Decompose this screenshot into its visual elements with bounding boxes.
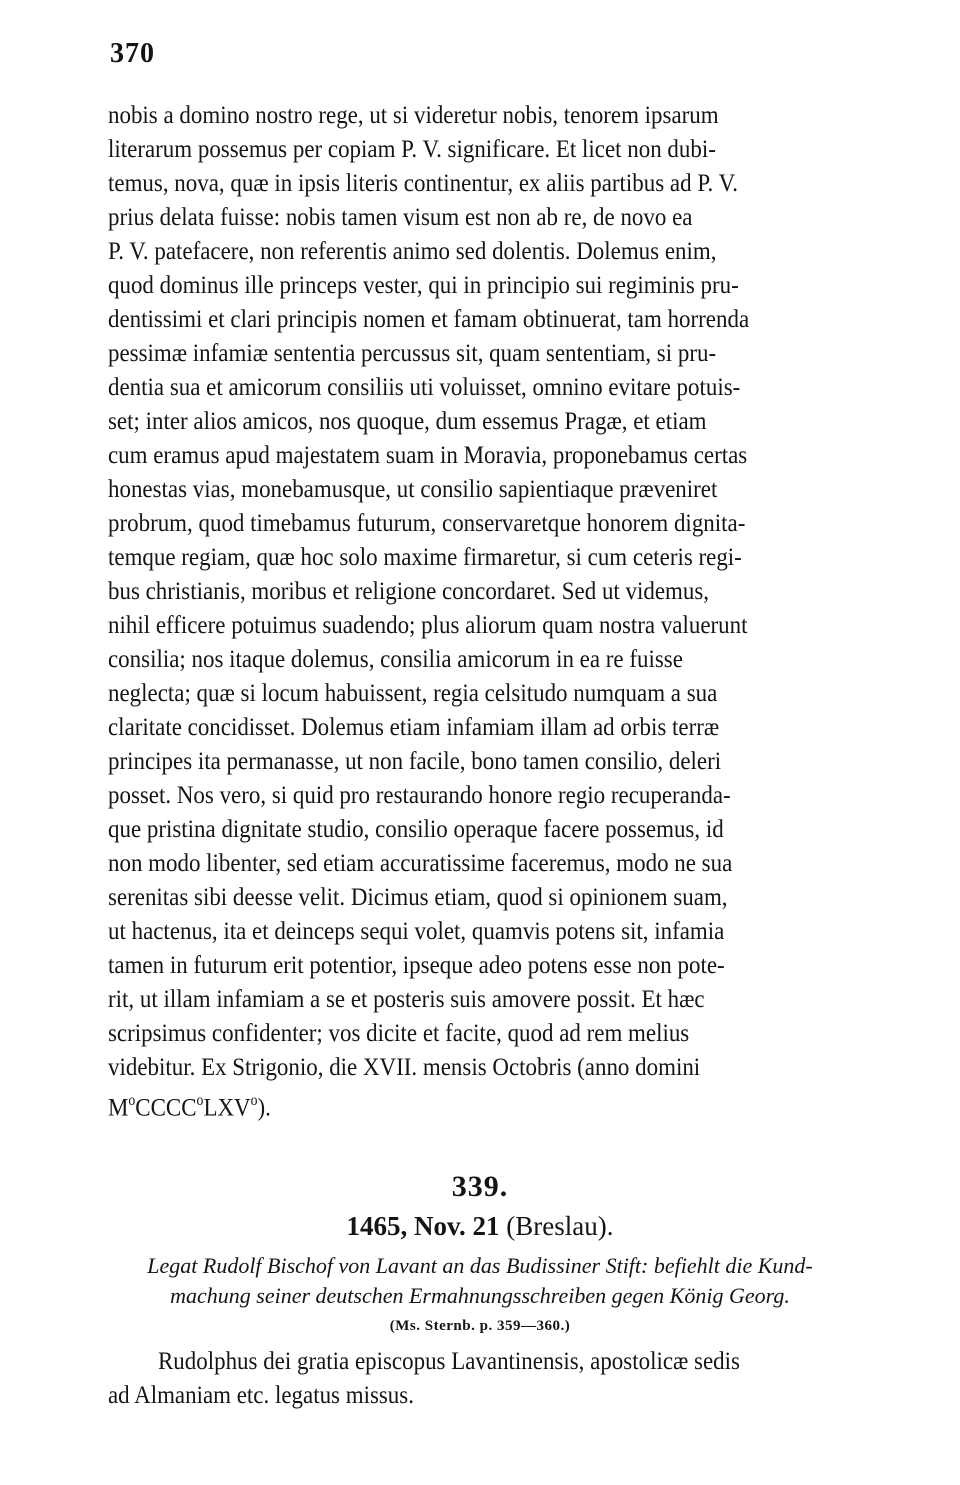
text-line: scripsimus confidenter; vos dicite et facite, quod ad rem melius xyxy=(108,1018,690,1047)
document-text-line: ad Almaniam etc. legatus missus. xyxy=(108,1380,414,1409)
text-line: quod dominus ille princeps vester, qui in principio sui regiminis pru- xyxy=(108,270,739,299)
text-line: dentissimi et clari principis nomen et famam obtinuerat, tam horrenda xyxy=(108,304,750,333)
document-text-line: Rudolphus dei gratia episcopus Lavantinensis, apostolicæ sedis xyxy=(158,1346,740,1375)
document-number: 339. xyxy=(451,1170,509,1203)
regest-line: machung seiner deutschen Ermahnungsschreiben gegen König Georg. xyxy=(170,1283,790,1308)
closing-part: CCCC xyxy=(135,1092,197,1122)
text-line: dentia sua et amicorum consiliis uti voluisset, omnino evitare potuis- xyxy=(108,372,741,401)
text-line: non modo libenter, sed etiam accuratissime faceremus, modo ne sua xyxy=(108,848,733,877)
page-number: 370 xyxy=(110,38,155,69)
text-line: temus, nova, quæ in ipsis literis continentur, ex aliis partibus ad P. V. xyxy=(108,168,738,197)
closing-date-line xyxy=(108,1086,271,1123)
closing-superscript: o xyxy=(250,1092,258,1109)
document-date xyxy=(0,1210,960,1242)
text-line: nobis a domino nostro rege, ut si videretur nobis, tenorem ipsarum xyxy=(108,100,719,129)
text-line: honestas vias, monebamusque, ut consilio sapientiaque præveniret xyxy=(108,474,718,503)
text-line: rit, ut illam infamiam a se et posteris suis amovere possit. Et hæc xyxy=(108,984,705,1013)
text-line: P. V. patefacere, non referentis animo sed dolentis. Dolemus enim, xyxy=(108,236,717,265)
regest-line: Legat Rudolf Bischof von Lavant an das Budissiner Stift: befiehlt die Kund- xyxy=(147,1253,813,1278)
source-reference: (Ms. Sternb. p. 359—360.) xyxy=(389,1318,571,1334)
text-line: probrum, quod timebamus futurum, conservaretque honorem dignita- xyxy=(108,508,746,537)
closing-part: M xyxy=(108,1092,129,1122)
text-line: literarum possemus per copiam P. V. significare. Et licet non dubi- xyxy=(108,134,716,163)
text-line: serenitas sibi deesse velit. Dicimus etiam, quod si opinionem suam, xyxy=(108,882,728,911)
text-line: ut hactenus, ita et deinceps sequi volet, quamvis potens sit, infamia xyxy=(108,916,725,945)
text-line: consilia; nos itaque dolemus, consilia amicorum in ea re fuisse xyxy=(108,644,683,673)
closing-part: LXV xyxy=(203,1092,251,1122)
text-line: tamen in futurum erit potentior, ipseque adeo potens esse non pote- xyxy=(108,950,725,979)
closing-superscript: o xyxy=(196,1092,204,1109)
text-line: claritate concidisset. Dolemus etiam infamiam illam ad orbis terræ xyxy=(108,712,720,741)
text-line: prius delata fuisse: nobis tamen visum est non ab re, de novo ea xyxy=(108,202,693,231)
closing-part: ). xyxy=(257,1092,271,1122)
document-date-place: (Breslau). xyxy=(506,1211,614,1241)
text-line: pessimæ infamiæ sententia percussus sit, quam sententiam, si pru- xyxy=(108,338,717,367)
text-line: set; inter alios amicos, nos quoque, dum essemus Pragæ, et etiam xyxy=(108,406,707,435)
text-line: cum eramus apud majestatem suam in Moravia, proponebamus certas xyxy=(108,440,748,469)
text-line: temque regiam, quæ hoc solo maxime firmaretur, si cum ceteris regi- xyxy=(108,542,742,571)
text-line: principes ita permanasse, ut non facile, bono tamen consilio, deleri xyxy=(108,746,722,775)
text-line: que pristina dignitate studio, consilio operaque facere possemus, id xyxy=(108,814,724,843)
text-line: nihil efficere potuimus suadendo; plus aliorum quam nostra valuerunt xyxy=(108,610,748,639)
text-line: posset. Nos vero, si quid pro restaurando honore regio recuperanda- xyxy=(108,780,731,809)
closing-superscript: o xyxy=(128,1092,136,1109)
text-line: neglecta; quæ si locum habuissent, regia celsitudo numquam a sua xyxy=(108,678,718,707)
document-date-text: 1465, Nov. 21 xyxy=(346,1211,500,1241)
text-line: videbitur. Ex Strigonio, die XVII. mensis Octobris (anno domini xyxy=(108,1052,701,1081)
text-line: bus christianis, moribus et religione concordaret. Sed ut videmus, xyxy=(108,576,710,605)
